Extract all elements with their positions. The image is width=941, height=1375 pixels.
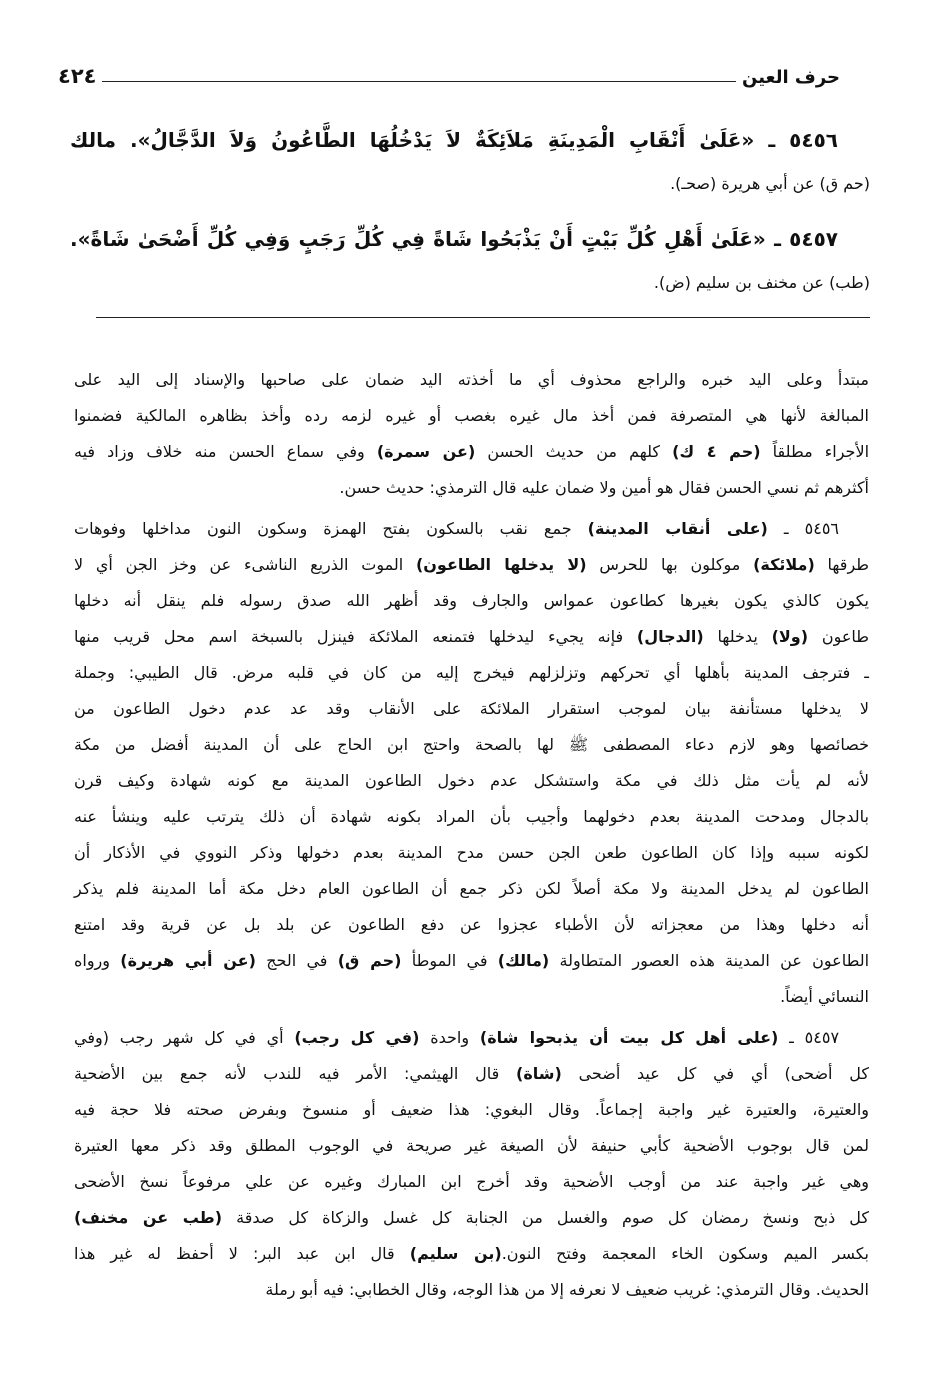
hadith-5456 xyxy=(70,118,870,206)
text-line: بالدجال ومدحت المدينة بعدم دخولهما وأجيب بأن المراد بكونه شهادة أن ذلك يترتب عليه وينشأ عنه xyxy=(74,807,869,826)
text-line: طرقها (ملائكة) موكلون بها للحرس (لا يدخلها الطاعون) الموت الذريع الناشىء عن وخز الجن أي لا xyxy=(74,555,870,574)
hadith-5457 xyxy=(70,217,870,305)
text-line: خصائصها وهو لازم دعاء المصطفى ﷺ لها بالصحة واحتج ابن الحاج على أن المدينة أفضل من مكة xyxy=(74,735,869,754)
bold-citation: (حم ق) xyxy=(337,951,402,970)
text-line: أنه دخلها وهذا من معجزاته لأن الأطباء عجزوا عن دفع الطاعون عن بلد بل عن قرية وقد امتنع xyxy=(74,915,869,934)
text-line: ٥٤٥٦ ـ (على أنقاب المدينة) جمع نقب بالسكون بفتح الهمزة وسكون النون مداخلها وفوهات xyxy=(74,519,840,538)
text-line: والعتيرة، والعتيرة غير واجبة إجماعاً. وقال البغوي: هذا ضعيف أو منسوخ وبفرض صحته فلا حجة فيه xyxy=(74,1100,869,1119)
text-line: النسائي أيضاً. xyxy=(780,987,869,1006)
bold-citation: (شاة) xyxy=(516,1064,562,1083)
bold-citation: (بن سليم) xyxy=(409,1244,502,1263)
text-line: بكسر الميم وسكون الخاء المعجمة وفتح النون.(بن سليم) قال ابن عبد البر: لا أحفظ له غير هذا xyxy=(74,1244,869,1263)
commentary-paragraph xyxy=(74,511,869,1015)
text-line: مبتدأ وعلى اليد خبره والراجع محذوف أي ما أخذته اليد ضمان على صاحبها والإسناد إلى اليد على xyxy=(74,370,869,389)
text-line: الحديث. وقال الترمذي: غريب ضعيف لا نعرفه إلا من هذا الوجه، وقال الخطابي: فيه أبو رملة xyxy=(265,1280,869,1299)
bold-citation: (الدجال) xyxy=(636,627,704,646)
bold-citation: (على أهل كل بيت أن يذبحوا شاة) xyxy=(479,1028,779,1047)
text-line: لمن قال بوجوب الأضحية كأبي حنيفة لأن الصيغة غير صريحة في الوجوب المطلق وقد ذكر معها العتيرة xyxy=(74,1136,869,1155)
header-rule xyxy=(102,81,736,82)
text-line: لأنه لم يأت مثل ذلك في مكة واستشكل عدم دخول الطاعون المدينة مع كونه شهادة وكيف قرن xyxy=(74,771,869,790)
commentary xyxy=(74,362,869,1313)
text-line: كل أضحى) أي في كل عيد أضحى (شاة) قال الهيثمي: الأمر فيه للندب لأنه جمع بين الأضحية xyxy=(74,1064,869,1083)
text-line: الأجراء مطلقاً (حم ٤ ك) كلهم من حديث الحسن (عن سمرة) وفي سماع الحسن منه خلاف وزاد فيه xyxy=(74,442,870,461)
chapter-title: حرف العين xyxy=(742,67,840,88)
text-line: لا يدخلها مستأنفة بيان لموجب استقرار الملائكة على الأنقاب وقد عد عدم دخول الطاعون من xyxy=(74,699,869,718)
hadith-text: ٥٤٥٦ ـ «عَلَىٰ أَنْقَابِ الْمَدِينَةِ مَلاَئِكَةٌ لاَ يَدْخُلُهَا الطَّاعُونُ وَلاَ الدَّجَّالُ». مالك xyxy=(70,128,838,152)
bold-citation: (ولا) xyxy=(771,627,809,646)
text-line: طاعون (ولا) يدخلها (الدجال) فإنه يجيء ليدخلها فتمنعه الملائكة فينزل بالسبخة اسم محل قريب منها xyxy=(74,627,869,646)
text-line: ٥٤٥٧ ـ (على أهل كل بيت أن يذبحوا شاة) واحدة (في كل رجب) أي في كل شهر رجب (وفي xyxy=(74,1028,840,1047)
hadith-source: (طب) عن مخنف بن سليم (ض). xyxy=(653,273,870,292)
text-line: ـ فترجف المدينة بأهلها أي تحركهم وتزلزلهم فيخرج إليه من كان في قلبه مرض. قال الطيبي: وجملة xyxy=(74,663,869,682)
hadith-source: (حم ق) عن أبي هريرة (صحـ). xyxy=(670,174,870,193)
text-line: لكونه سببه وإذا كان الطاعون طعن الجن حسن مدح المدينة بعدم دخولها وذكر النووي في الأذكار أن xyxy=(74,843,869,862)
commentary-paragraph xyxy=(74,1020,869,1308)
bold-citation: (عن سمرة) xyxy=(376,442,476,461)
bold-citation: (ملائكة) xyxy=(753,555,815,574)
hadith-text: ٥٤٥٧ ـ «عَلَىٰ أَهْلِ كُلِّ بَيْتٍ أَنْ يَذْبَحُوا شَاةً فِي كُلِّ رَجَبٍ وَفِي كُلِّ أَضْحَىٰ شَاةً». xyxy=(70,227,838,251)
bold-citation: (على أنقاب المدينة) xyxy=(587,519,768,538)
bold-citation: (حم ٤ ك) xyxy=(672,442,761,461)
bold-citation: (طب عن مخنف) xyxy=(74,1208,223,1227)
bold-citation: (مالك) xyxy=(497,951,550,970)
text-line: المبالغة لأنها هي المتصرفة فمن أخذ مال غيره بغصب أو غيره لزمه رده وأخذ بظاهره المالكية فضمنوا xyxy=(74,406,869,425)
text-line: الطاعون عن المدينة هذه العصور المتطاولة (مالك) في الموطأ (حم ق) في الحج (عن أبي هريرة) ورواه xyxy=(74,951,870,970)
bold-citation: (عن أبي هريرة) xyxy=(120,951,256,970)
bold-citation: (لا يدخلها الطاعون) xyxy=(415,555,587,574)
commentary-paragraph xyxy=(74,362,869,506)
text-line: يكون كالذي يكون بغيرها كطاعون عمواس والجارف وقد أظهر الله صدق رسوله فلم ينقل أنه دخلها xyxy=(74,591,869,610)
text-line: أكثرهم ثم نسي الحسن فقال هو أمين ولا ضمان عليه قال الترمذي: حديث حسن. xyxy=(339,478,869,497)
page-number: ٤٢٤ xyxy=(58,64,97,88)
running-header xyxy=(58,58,840,88)
bold-citation: (في كل رجب) xyxy=(294,1028,420,1047)
text-line: الطاعون لم يدخل المدينة ولا مكة أصلاً لكن ذكر جمع أن الطاعون العام دخل مكة أما المدينة فلم يذكر xyxy=(74,879,869,898)
footnote-separator xyxy=(96,317,870,318)
text-line: كل ذبح ونسخ رمضان كل صوم والغسل من الجنابة كل غسل والزكاة كل صدقة (طب عن مخنف) xyxy=(74,1208,870,1227)
text-line: وهي غير واجبة عند من أوجب الأضحية وقد أخرج ابن المبارك وغيره عن علي مرفوعاً نسخ الأضحى xyxy=(74,1172,869,1191)
